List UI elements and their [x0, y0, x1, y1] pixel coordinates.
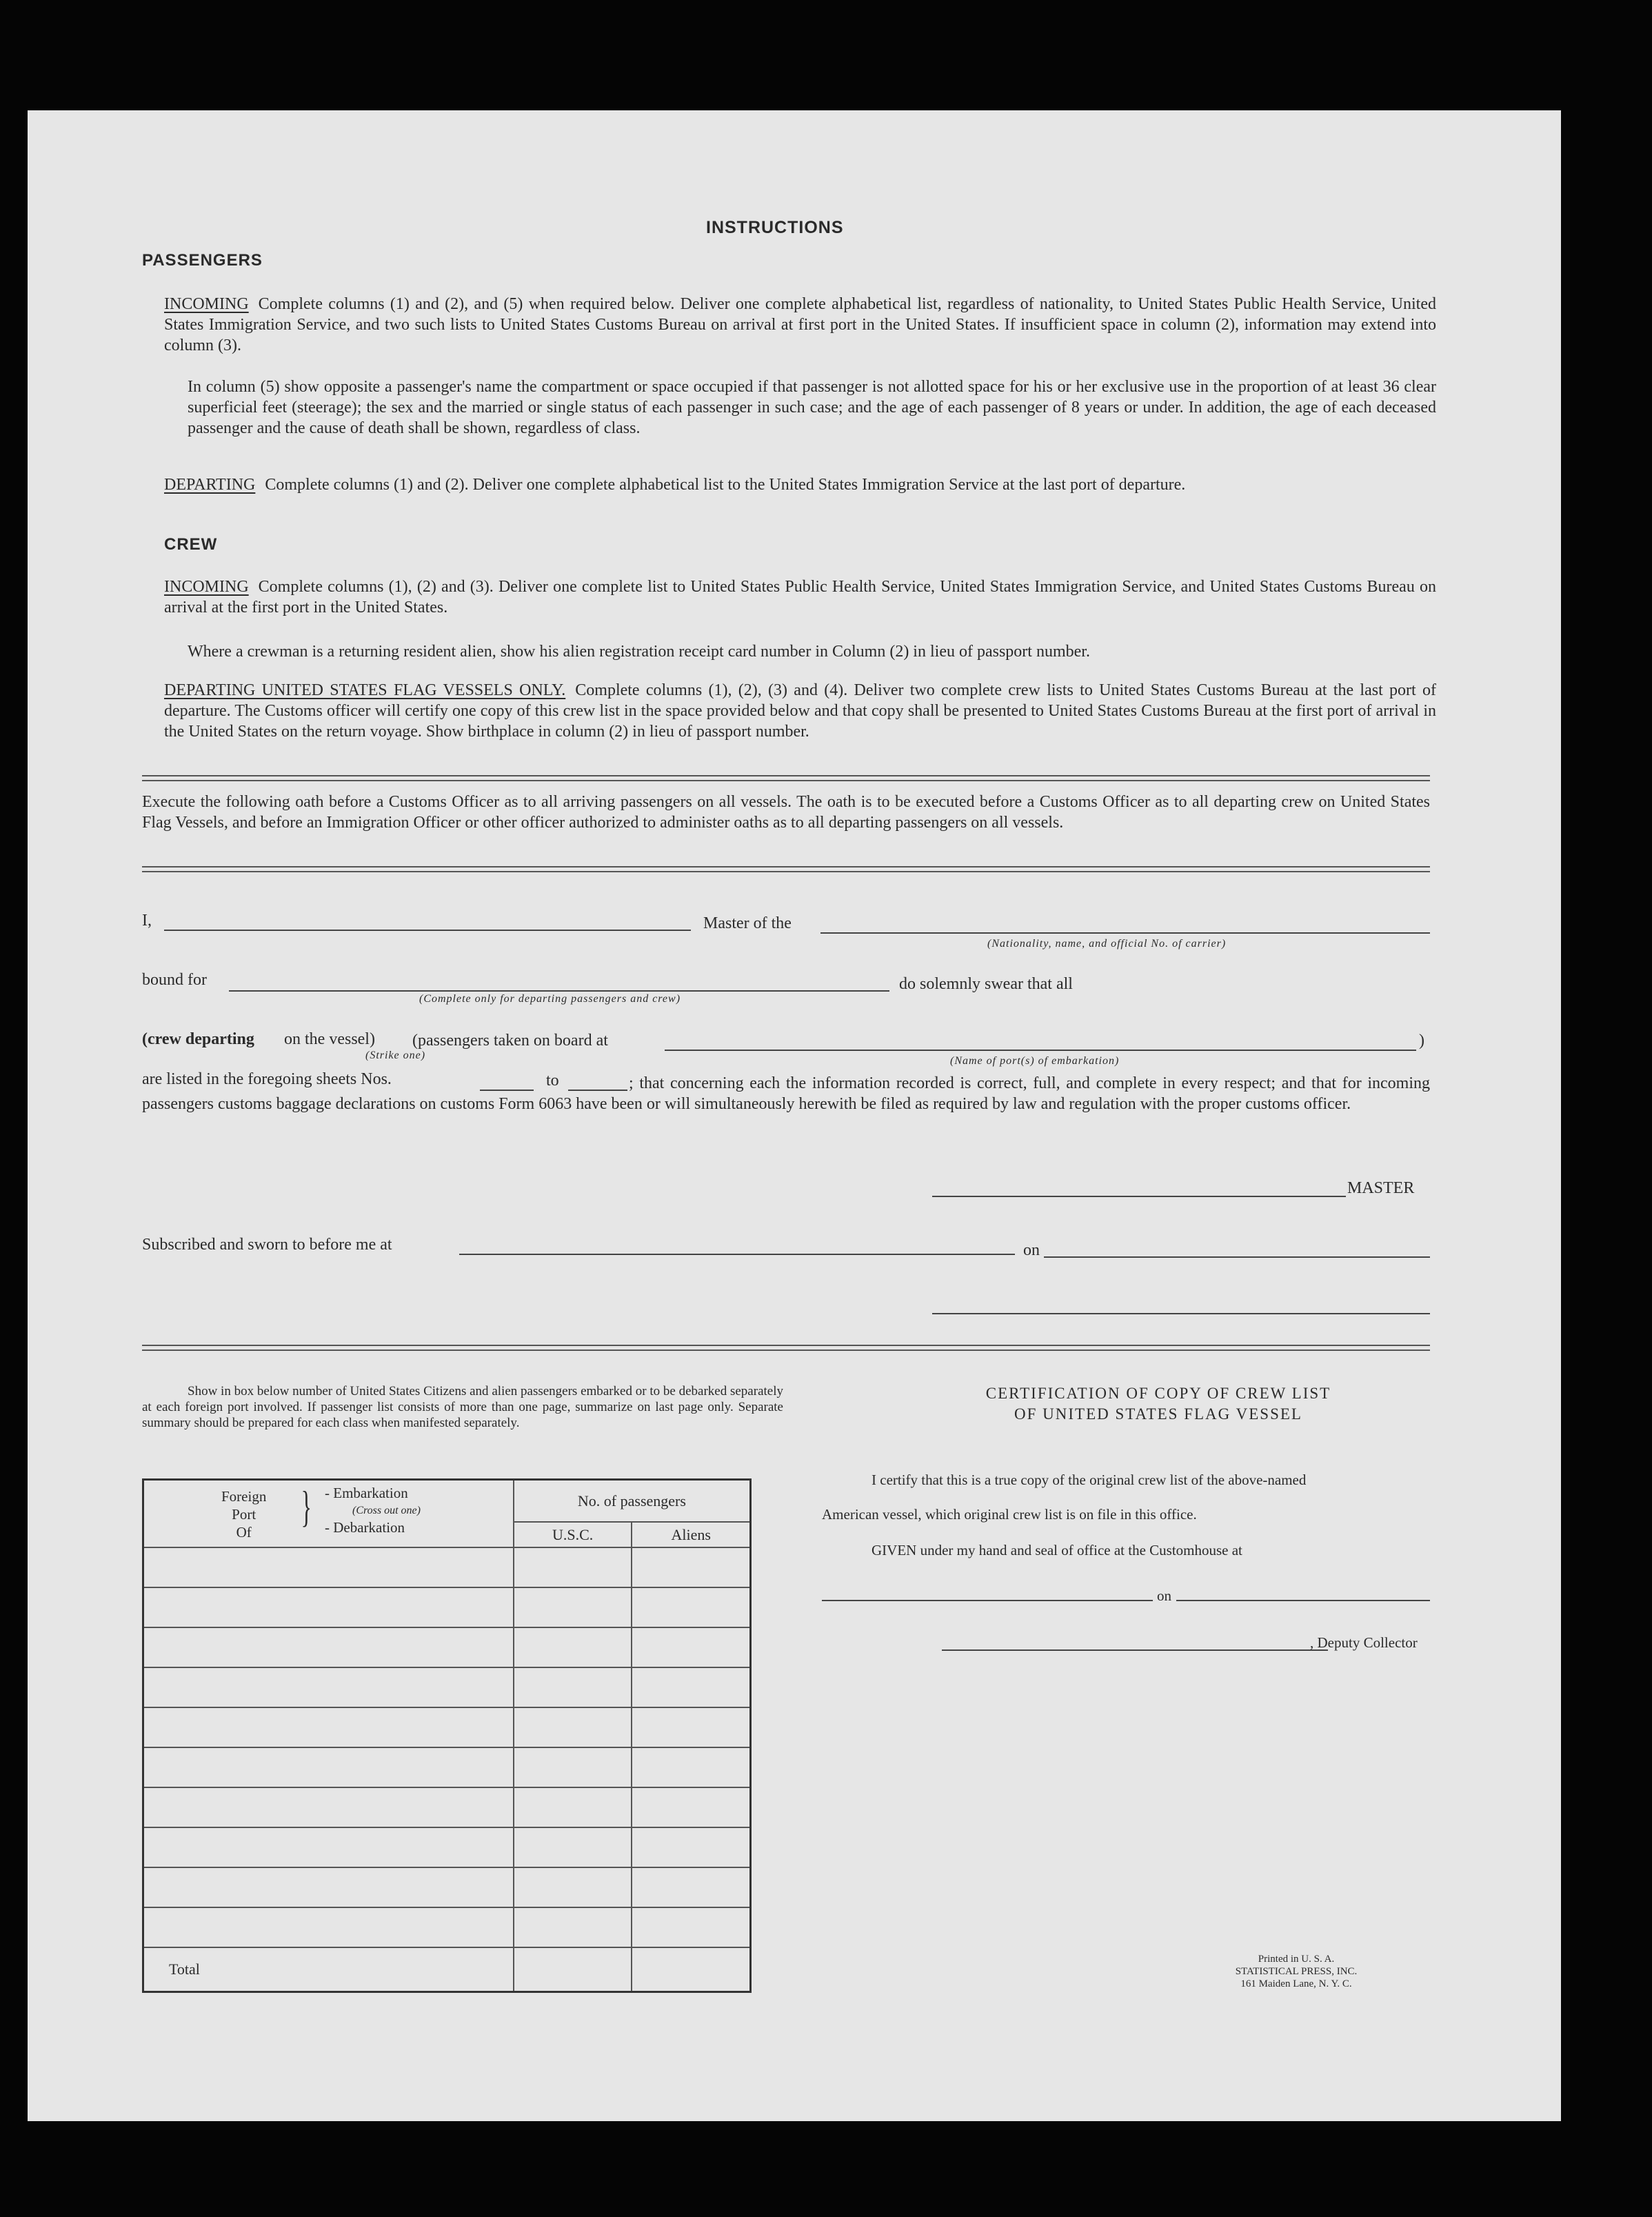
usc-cell[interactable]	[514, 1667, 632, 1707]
passengers-heading: PASSENGERS	[142, 251, 263, 270]
aliens-cell[interactable]	[632, 1867, 750, 1907]
certification-title	[883, 1383, 1434, 1425]
certify-line1: I certify that this is a true copy of the original crew list of the above-named	[872, 1472, 1307, 1488]
embarkation-option[interactable]: - Embarkation	[325, 1485, 408, 1501]
port-cell[interactable]	[143, 1547, 514, 1587]
usc-total-cell[interactable]	[514, 1947, 632, 1992]
printer-imprint	[1193, 1953, 1400, 1990]
port-header-foreign: Foreign	[221, 1488, 267, 1505]
brace-icon: }	[301, 1482, 312, 1531]
usc-header: U.S.C.	[514, 1522, 632, 1547]
crew-departing-option[interactable]: (crew departing	[142, 1030, 254, 1048]
master-name-field[interactable]	[164, 930, 691, 931]
usc-cell[interactable]	[514, 1707, 632, 1747]
aliens-cell[interactable]	[632, 1907, 750, 1947]
debarkation-option[interactable]: - Debarkation	[325, 1519, 405, 1536]
passenger-summary-table	[142, 1478, 752, 1993]
table-row	[143, 1907, 751, 1947]
strike-one-note: (Strike one)	[365, 1050, 426, 1061]
port-name-note: (Name of port(s) of embarkation)	[950, 1055, 1120, 1067]
certify-line2: American vessel, which original crew list is on file in this office.	[822, 1506, 1197, 1523]
aliens-cell[interactable]	[632, 1667, 750, 1707]
table-row	[143, 1627, 751, 1667]
bound-for-field[interactable]	[229, 990, 889, 992]
officer-signature-field[interactable]	[932, 1313, 1430, 1314]
on-the-vessel-label: on the vessel)	[284, 1030, 375, 1048]
nationality-note: (Nationality, name, and official No. of carrier)	[987, 938, 1227, 950]
on-label: on	[1023, 1241, 1040, 1259]
table-row	[143, 1547, 751, 1587]
table-row	[143, 1667, 751, 1707]
crew-heading: CREW	[164, 535, 218, 554]
port-cell[interactable]	[143, 1627, 514, 1667]
embarkation-ports-field[interactable]	[665, 1050, 1416, 1051]
aliens-header: Aliens	[632, 1522, 750, 1547]
crew-incoming-text: Complete columns (1), (2) and (3). Deliver one complete list to United States Public Health Service, United States Immigration Service, and United States Customs Bureau on arrival at the first port in the United States.	[164, 578, 1436, 616]
section-divider	[142, 866, 1430, 872]
deputy-collector-label: , Deputy Collector	[1310, 1634, 1418, 1651]
aliens-cell[interactable]	[632, 1787, 750, 1827]
table-row	[143, 1587, 751, 1627]
sworn-date-field[interactable]	[1044, 1256, 1430, 1258]
usc-cell[interactable]	[514, 1787, 632, 1827]
printer-line3: 161 Maiden Lane, N. Y. C.	[1240, 1978, 1352, 1989]
cross-out-note: (Cross out one)	[352, 1505, 421, 1516]
customhouse-field[interactable]	[822, 1600, 1153, 1601]
port-header-of: Of	[236, 1524, 252, 1541]
deputy-signature-field[interactable]	[942, 1649, 1328, 1651]
usc-cell[interactable]	[514, 1907, 632, 1947]
cert-on-label: on	[1157, 1587, 1171, 1604]
passengers-departing-paragraph	[164, 474, 1436, 495]
crew-incoming-paragraph	[164, 576, 1436, 618]
section-divider	[142, 775, 1430, 781]
master-label: MASTER	[1347, 1179, 1415, 1197]
table-row	[143, 1707, 751, 1747]
usc-cell[interactable]	[514, 1587, 632, 1627]
page-title: INSTRUCTIONS	[706, 218, 844, 237]
passengers-departing-label: DEPARTING	[164, 476, 256, 494]
carrier-field[interactable]	[820, 932, 1430, 934]
port-cell[interactable]	[143, 1707, 514, 1747]
passengers-incoming-text: Complete columns (1) and (2), and (5) when required below. Deliver one complete alphabetical list, regardless of nationality, to United States Public Health Service, United States Immigration Service, and two such lists to United States Customs Bureau on arrival at first port in the United States. If insufficient space in column (2), information may extend into column (3).	[164, 295, 1436, 354]
usc-cell[interactable]	[514, 1627, 632, 1667]
total-row	[143, 1947, 751, 1992]
master-signature-field[interactable]	[932, 1196, 1346, 1197]
port-column-header	[143, 1480, 514, 1548]
passengers-departing-text: Complete columns (1) and (2). Deliver one complete alphabetical list to the United States Immigration Service at the last port of departure.	[265, 476, 1186, 494]
passengers-incoming-paragraph	[164, 294, 1436, 356]
oath-instruction: Execute the following oath before a Customs Officer as to all arriving passengers on all vessels. The oath is to be executed before a Customs Officer as to all departing crew on United States Flag Vessels, and before an Immigration Officer or other officer authorized to administer oaths as to all departing passengers on all vessels.	[142, 793, 1430, 832]
to-label: to	[546, 1072, 559, 1090]
subscribed-label: Subscribed and sworn to before me at	[142, 1236, 392, 1254]
printer-line1: Printed in U. S. A.	[1258, 1954, 1335, 1965]
table-row	[143, 1867, 751, 1907]
crew-departing-paragraph	[164, 680, 1436, 742]
aliens-cell[interactable]	[632, 1747, 750, 1787]
aliens-cell[interactable]	[632, 1587, 750, 1627]
aliens-cell[interactable]	[632, 1707, 750, 1747]
summary-instruction: Show in box below number of United States Citizens and alien passengers embarked or to be debarked separately at each foreign port involved. If passenger list consists of more than one page, summarize on last page only. Separate summary should be prepared for each class when manifested separately.	[142, 1384, 783, 1430]
port-cell[interactable]	[143, 1747, 514, 1787]
swear-label: do solemnly swear that all	[899, 975, 1073, 993]
aliens-total-cell[interactable]	[632, 1947, 750, 1992]
crew-departing-text: Complete columns (1), (2), (3) and (4). Deliver two complete crew lists to United States Customs Bureau at the last port of departure. The Customs officer will certify one copy of this crew list in the space provided below and that copy shall be presented to United States Customs Bureau at the first port of arrival in the United States on the return voyage. Show birthplace in column (2) in lieu of passport number.	[164, 681, 1436, 741]
crew-incoming-label: INCOMING	[164, 578, 249, 596]
port-cell[interactable]	[143, 1667, 514, 1707]
port-cell[interactable]	[143, 1787, 514, 1827]
port-cell[interactable]	[143, 1907, 514, 1947]
crew-alien-paragraph: Where a crewman is a returning resident alien, show his alien registration receipt card number in Column (2) in lieu of passport number.	[188, 643, 1090, 661]
complete-only-note: (Complete only for departing passengers and crew)	[419, 993, 681, 1005]
are-listed-label: are listed in the foregoing sheets Nos.	[142, 1070, 392, 1088]
port-cell[interactable]	[143, 1867, 514, 1907]
passengers-taken-option[interactable]: (passengers taken on board at	[412, 1032, 608, 1050]
close-paren: )	[1419, 1032, 1424, 1050]
port-cell[interactable]	[143, 1587, 514, 1627]
oath-statement: ; that concerning each the information recorded is correct, full, and complete in every respect; and that for incoming passengers customs baggage declarations on customs Form 6063 have been or will simultaneously herewith be filed as required by law and regulation with the proper customs officer.	[142, 1074, 1430, 1113]
crew-departing-label: DEPARTING UNITED STATES FLAG VESSELS ONLY.	[164, 681, 566, 699]
oath-i-label: I,	[142, 912, 152, 930]
form-page	[28, 110, 1561, 2121]
printer-line2: STATISTICAL PRESS, INC.	[1235, 1966, 1358, 1977]
aliens-cell[interactable]	[632, 1627, 750, 1667]
passengers-column5-paragraph: In column (5) show opposite a passenger's name the compartment or space occupied if that passenger is not allotted space for his or her exclusive use in the proportion of at least 36 clear superficial feet (steerage); the sex and the married or single status of each passenger in such case; and the age of each passenger of 8 years or under. In addition, the age of each deceased passenger and the cause of death shall be shown, regardless of class.	[188, 378, 1436, 437]
no-passengers-header: No. of passengers	[514, 1480, 751, 1523]
certification-title-line1: CERTIFICATION OF COPY OF CREW LIST	[985, 1385, 1331, 1402]
given-line: GIVEN under my hand and seal of office at the Customhouse at	[872, 1542, 1242, 1558]
section-divider	[142, 1345, 1430, 1351]
table-row	[143, 1827, 751, 1867]
usc-cell[interactable]	[514, 1747, 632, 1787]
cert-date-field[interactable]	[1176, 1600, 1430, 1601]
table-row	[143, 1747, 751, 1787]
certification-title-line2: OF UNITED STATES FLAG VESSEL	[1014, 1405, 1302, 1423]
aliens-cell[interactable]	[632, 1547, 750, 1587]
usc-cell[interactable]	[514, 1547, 632, 1587]
sworn-location-field[interactable]	[459, 1254, 1015, 1255]
aliens-cell[interactable]	[632, 1827, 750, 1867]
passengers-incoming-label: INCOMING	[164, 295, 249, 313]
total-label: Total	[143, 1947, 514, 1992]
usc-cell[interactable]	[514, 1867, 632, 1907]
port-cell[interactable]	[143, 1827, 514, 1867]
usc-cell[interactable]	[514, 1827, 632, 1867]
master-of-the-label: Master of the	[703, 914, 792, 932]
port-header-port: Port	[232, 1506, 256, 1523]
bound-for-label: bound for	[142, 971, 207, 989]
table-row	[143, 1787, 751, 1827]
